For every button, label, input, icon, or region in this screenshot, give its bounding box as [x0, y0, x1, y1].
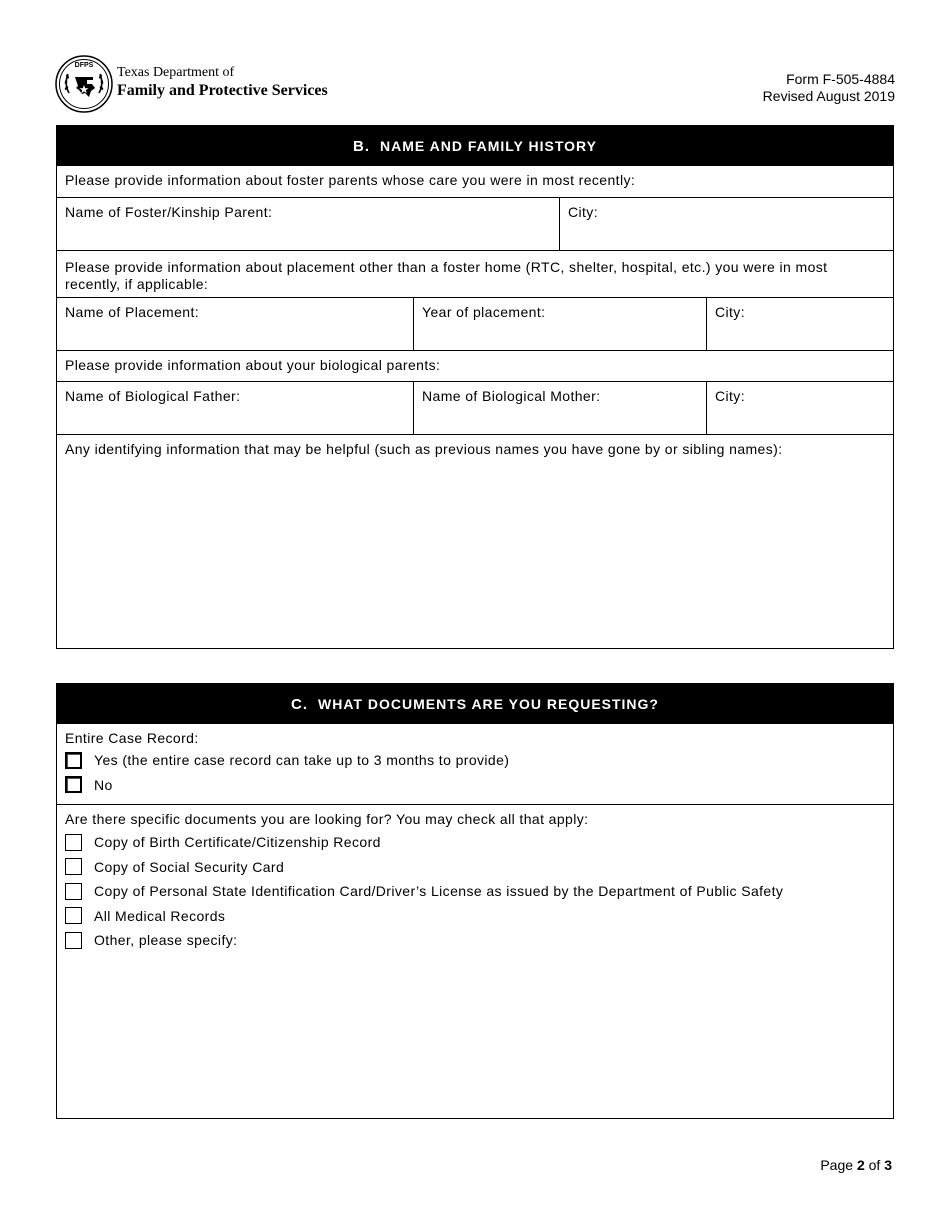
birth-certificate-checkbox[interactable] — [65, 834, 82, 851]
doc-option-label: All Medical Records — [94, 907, 226, 924]
placement-fields-row — [57, 297, 893, 350]
section-c-letter: C. — [291, 695, 309, 713]
placement-intro-row — [57, 250, 893, 297]
entire-record-no-option[interactable] — [65, 773, 885, 798]
doc-option-medical-records[interactable] — [65, 904, 885, 929]
foster-fields-row — [57, 197, 893, 250]
page-current: 2 — [856, 1157, 865, 1173]
identifying-label: Any identifying information that may be helpful (such as previous names you have gone by or sibling names): — [65, 441, 783, 457]
specific-docs-intro: Are there specific documents you are looking for? You may check all that apply: — [65, 811, 589, 827]
form-number: Form F-505-4884 — [786, 71, 895, 87]
yes-checkbox[interactable] — [65, 752, 82, 769]
doc-option-label: Copy of Personal State Identification Card/Driver’s License as issued by the Department of Public Safety — [94, 883, 784, 900]
form-header — [55, 55, 895, 115]
agency-line2: Family and Protective Services — [117, 82, 328, 99]
agency-name — [117, 65, 328, 101]
placement-year-field[interactable] — [413, 298, 706, 350]
bio-fields-row — [57, 381, 893, 434]
placement-intro: Please provide information about placement other than a foster home (RTC, shelter, hospital, etc.) you were in most recently, if applicable: — [65, 259, 828, 292]
page-total: 3 — [884, 1157, 892, 1173]
doc-option-label: Copy of Birth Certificate/Citizenship Record — [94, 834, 381, 851]
placement-city-field[interactable] — [706, 298, 893, 350]
section-b-letter: B. — [353, 137, 371, 155]
foster-name-field[interactable] — [57, 198, 559, 250]
revised-date: Revised August 2019 — [762, 88, 895, 104]
foster-city-field[interactable] — [559, 198, 893, 250]
medical-records-checkbox[interactable] — [65, 907, 82, 924]
foster-intro-row — [57, 166, 893, 197]
state-id-checkbox[interactable] — [65, 883, 82, 900]
page-number — [820, 1157, 892, 1173]
placement-name-field[interactable] — [57, 298, 413, 350]
yes-label: Yes (the entire case record can take up to 3 months to provide) — [94, 752, 510, 769]
page-word: Page — [820, 1157, 854, 1173]
section-b-header — [57, 126, 893, 166]
page-of: of — [868, 1157, 881, 1173]
section-c-title: WHAT DOCUMENTS ARE YOU REQUESTING? — [318, 696, 659, 712]
entire-record-label: Entire Case Record: — [65, 730, 199, 746]
bio-mother-label: Name of Biological Mother: — [422, 388, 601, 404]
section-b-title: NAME AND FAMILY HISTORY — [380, 138, 597, 154]
section-c-header — [57, 684, 893, 724]
bio-mother-field[interactable] — [413, 382, 706, 434]
section-b — [56, 125, 894, 649]
agency-line1: Texas Department of — [117, 65, 235, 80]
doc-option-state-id[interactable] — [65, 879, 885, 904]
dfps-seal-logo — [55, 55, 113, 113]
entire-record-yes-option[interactable] — [65, 748, 885, 773]
no-checkbox[interactable] — [65, 776, 82, 793]
placement-name-label: Name of Placement: — [65, 304, 200, 320]
placement-year-label: Year of placement: — [422, 304, 546, 320]
bio-intro: Please provide information about your biological parents: — [65, 357, 441, 373]
doc-option-label: Copy of Social Security Card — [94, 858, 285, 875]
doc-option-other[interactable] — [65, 928, 885, 953]
identifying-row — [57, 434, 893, 648]
bio-city-field[interactable] — [706, 382, 893, 434]
specific-docs-block — [57, 804, 893, 1113]
other-specify-area[interactable] — [65, 953, 885, 1113]
foster-intro: Please provide information about foster parents whose care you were in most recently: — [65, 172, 636, 188]
other-checkbox[interactable] — [65, 932, 82, 949]
bio-city-label: City: — [715, 388, 745, 404]
no-label: No — [94, 776, 113, 793]
entire-record-block — [57, 724, 893, 804]
bio-father-field[interactable] — [57, 382, 413, 434]
doc-option-label: Other, please specify: — [94, 932, 238, 949]
bio-intro-row — [57, 350, 893, 381]
doc-option-social-security[interactable] — [65, 855, 885, 880]
form-info — [763, 71, 895, 105]
section-c — [56, 683, 894, 1119]
foster-name-label: Name of Foster/Kinship Parent: — [65, 204, 273, 220]
social-security-checkbox[interactable] — [65, 858, 82, 875]
doc-option-birth-certificate[interactable] — [65, 830, 885, 855]
svg-text:DFPS: DFPS — [74, 62, 94, 69]
identifying-field[interactable] — [57, 435, 893, 648]
bio-father-label: Name of Biological Father: — [65, 388, 241, 404]
placement-city-label: City: — [715, 304, 745, 320]
foster-city-label: City: — [568, 204, 598, 220]
